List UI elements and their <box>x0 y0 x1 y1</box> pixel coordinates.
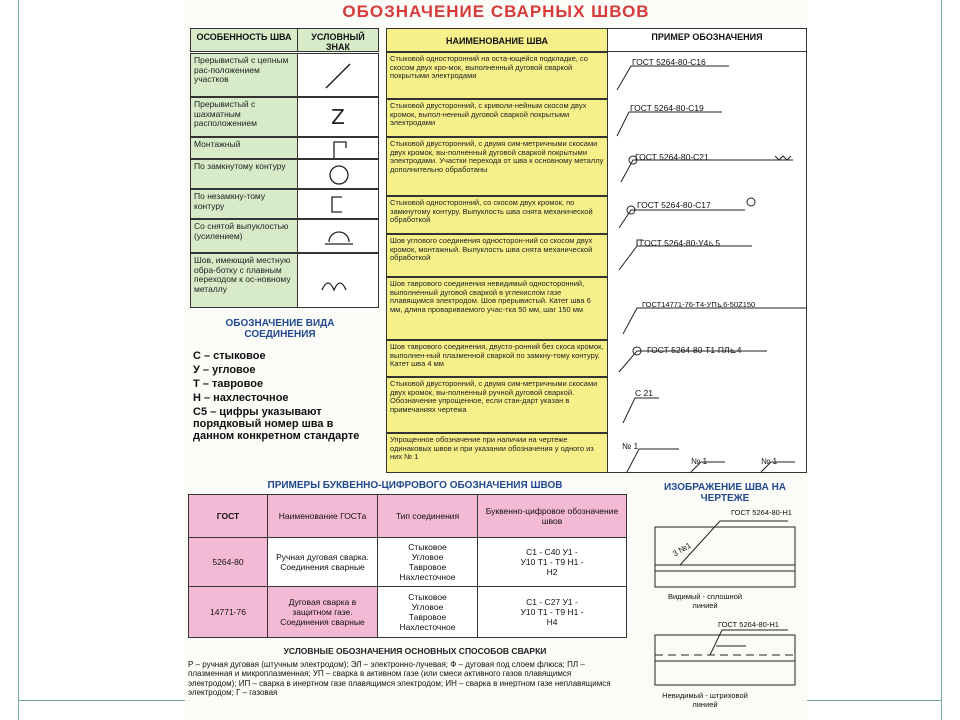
slash-symbol-icon <box>298 54 380 98</box>
poster-title: ОБОЗНАЧЕНИЕ СВАРНЫХ ШВОВ <box>342 2 650 21</box>
image-section-title: ИЗОБРАЖЕНИЕ ШВА НА ЧЕРТЕЖЕ <box>663 482 787 504</box>
symbol-cell <box>297 159 379 189</box>
gost-label: № 1 <box>761 456 778 466</box>
z-symbol-icon: Z <box>331 105 345 129</box>
gost-label: ГОСТ 5264-80-У4⊾5 <box>640 238 721 248</box>
weld-name-cell: Шов таврового соединения, двусто-ронний без скоса кромок, выполнен-ный плазменной сваркой по замкну-тому контуру. Катет шва 4 мм <box>386 340 608 377</box>
methods-title: УСЛОВНЫЕ ОБОЗНАЧЕНИЯ ОСНОВНЫХ СПОСОБОВ СВАРКИ <box>283 646 547 656</box>
symbol-cell <box>297 253 379 308</box>
hidden-gost-label: ГОСТ 5264-80-Н1 <box>718 620 779 629</box>
examples-name-cell: Дуговая сварка в защитном газе. Соединения сварные <box>267 586 378 638</box>
weld-drawing-graphic <box>650 505 800 705</box>
gost-label: № 1 <box>691 456 708 466</box>
visible-gost-label: ГОСТ 5264-80-Н1 <box>731 508 792 517</box>
visible-weld-mark: 3 №1 <box>671 540 693 559</box>
left-frame-line <box>18 0 19 720</box>
removed-reinforcement-symbol-icon <box>298 220 380 254</box>
feature-cell: Шов, имеющий местную обра-ботку с плавным переходом к ос-новному металлу <box>190 253 298 308</box>
feature-cell: Со снятой выпуклостью (усилением) <box>190 219 298 253</box>
feature-cell: Прерывистый с шахматным расположением <box>190 97 298 137</box>
left-header-feature: ОСОБЕННОСТЬ ШВА <box>190 28 298 52</box>
examples-name-cell: Ручная дуговая сварка. Соединения сварные <box>267 537 378 587</box>
welding-poster <box>185 0 807 720</box>
gost-label: ГОСТ 5264-80-С16 <box>632 57 706 67</box>
examples-gost-cell: 14771-76 <box>188 586 268 638</box>
examples-type-cell: Стыковое Угловое Тавровое Нахлесточное <box>377 586 478 638</box>
weld-name-cell: Стыковой двусторонний, с двумя сим-метричными скосами двух кромок, вы-полненный дуговой сваркой покрытыми электродами. Участки перехода от шва к основному металлу дополнительно обработаны <box>386 137 608 196</box>
examples-header: Тип соединения <box>377 494 478 538</box>
gost-label: ГОСТ 5264-80-С19 <box>630 103 704 113</box>
feature-cell: По незамкну-тому контуру <box>190 189 298 219</box>
joint-legend-title: ОБОЗНАЧЕНИЕ ВИДА СОЕДИНЕНИЯ <box>225 318 335 340</box>
gost-label: С 21 <box>635 388 653 398</box>
examples-type-cell: Стыковое Угловое Тавровое Нахлесточное <box>377 537 478 587</box>
circle-symbol-icon <box>298 160 380 190</box>
weld-name-cell: Стыковой двусторонний, с криволи-нейным скосом двух кромок, выпол-ненный дуговой сваркой покрытыми электродами <box>386 99 608 137</box>
left-header-symbol: УСЛОВНЫЙ ЗНАК <box>297 28 379 52</box>
weld-name-cell: Стыковой односторонний, со скосом двух кромок, по замкнутому контуру. Выпуклость шва снята механической обработкой <box>386 196 608 234</box>
examples-header: Наименование ГОСТа <box>267 494 378 538</box>
weld-name-cell: Упрощенное обозначение при наличии на чертеже одинаковых швов и при указании обозначения у одного из них № 1 <box>386 433 608 473</box>
symbol-cell <box>297 219 379 253</box>
methods-text: Р – ручная дуговая (штучным электродом); ЭЛ – электронно-лучевая; Ф – дуговая под слоем флюса; ПЛ – плазменная и микроплазменная; УП – сварка в активном газе (или смеси активного газов плавящимся электродом); ИП – сварка в инертном газе плавящимся электродом; ИН – сварка в инертном газе неплавящимся электродом; Г – газовая <box>188 660 611 697</box>
right-header-example: ПРИМЕР ОБОЗНАЧЕНИЯ <box>607 28 807 52</box>
joint-legend-item: С5 – цифры указывают порядковый номер шва в данном конкретном стандарте <box>193 406 360 442</box>
feature-cell: Монтажный <box>190 137 298 159</box>
joint-legend-item: С – стыковое <box>193 350 266 362</box>
weld-name-cell: Шов таврового соединения невидимый односторонний, выполненный дуговой сваркой в углекислом газе плавящимся электродом. Шов прерывистый. Катет шва 6 мм, длина провариваемого учас-тка 50 мм, шаг 150 мм <box>386 277 608 340</box>
joint-legend-item: Н – нахлесточное <box>193 392 289 404</box>
flag-symbol-icon <box>298 138 380 160</box>
weld-name-cell: Стыковой двусторонний, с двумя сим-метричными скосами двух кромок, вы-полненный ручной дуговой сваркой. Обозначение упрощенное, если стан-дарт указан в примечаниях чертежа <box>386 377 608 433</box>
symbol-cell <box>297 137 379 159</box>
symbol-cell <box>297 53 379 97</box>
joint-legend-item: У – угловое <box>193 364 256 376</box>
symbol-cell <box>297 189 379 219</box>
leader-lines-graphic <box>607 52 807 473</box>
examples-gost-cell: 5264-80 <box>188 537 268 587</box>
joint-legend-item: Т – тавровое <box>193 378 264 390</box>
right-frame-line <box>941 0 942 720</box>
weld-name-cell: Шов углового соединения односторон-ний со скосом двух кромок, монтажный. Выпуклость шва снята механической обработкой <box>386 234 608 277</box>
gost-label: ГОСТ14771-76-Т4-УП⊾6-50Z150 <box>642 300 756 309</box>
examples-code-cell: С1 - С27 У1 - У10 Т1 - Т9 Н1 - Н4 <box>477 586 627 638</box>
right-header-name: НАИМЕНОВАНИЕ ШВА <box>386 28 608 52</box>
smooth-transition-symbol-icon <box>298 254 380 309</box>
examples-header: Буквенно-цифровое обозначение швов <box>477 494 627 538</box>
feature-cell: Прерывистый с цепным рас-положением участков <box>190 53 298 97</box>
gost-label: ГОСТ 5264-80-С21 <box>635 152 709 162</box>
visible-caption: Видимый - сплошной линией <box>667 592 743 610</box>
open-contour-symbol-icon <box>298 190 380 220</box>
hidden-caption: Невидимый - штриховой линией <box>662 691 748 709</box>
examples-header: ГОСТ <box>188 494 268 538</box>
examples-title: ПРИМЕРЫ БУКВЕННО-ЦИФРОВОГО ОБОЗНАЧЕНИЯ ШВОВ <box>267 480 563 491</box>
gost-label: ГОСТ 5264-80-Т1-ПЛ⊾4 <box>647 345 742 355</box>
examples-code-cell: С1 - С40 У1 - У10 Т1 - Т9 Н1 - Н2 <box>477 537 627 587</box>
gost-label: № 1 <box>622 441 639 451</box>
weld-name-cell: Стыковой односторонний на оста-ющейся подкладке, со скосом двух кро-мок, выполненный дуговой сваркой покрытыми электродами <box>386 52 608 99</box>
symbol-cell <box>297 97 379 137</box>
feature-cell: По замкнутому контуру <box>190 159 298 189</box>
gost-label: ГОСТ 5264-80-С17 <box>637 200 711 210</box>
